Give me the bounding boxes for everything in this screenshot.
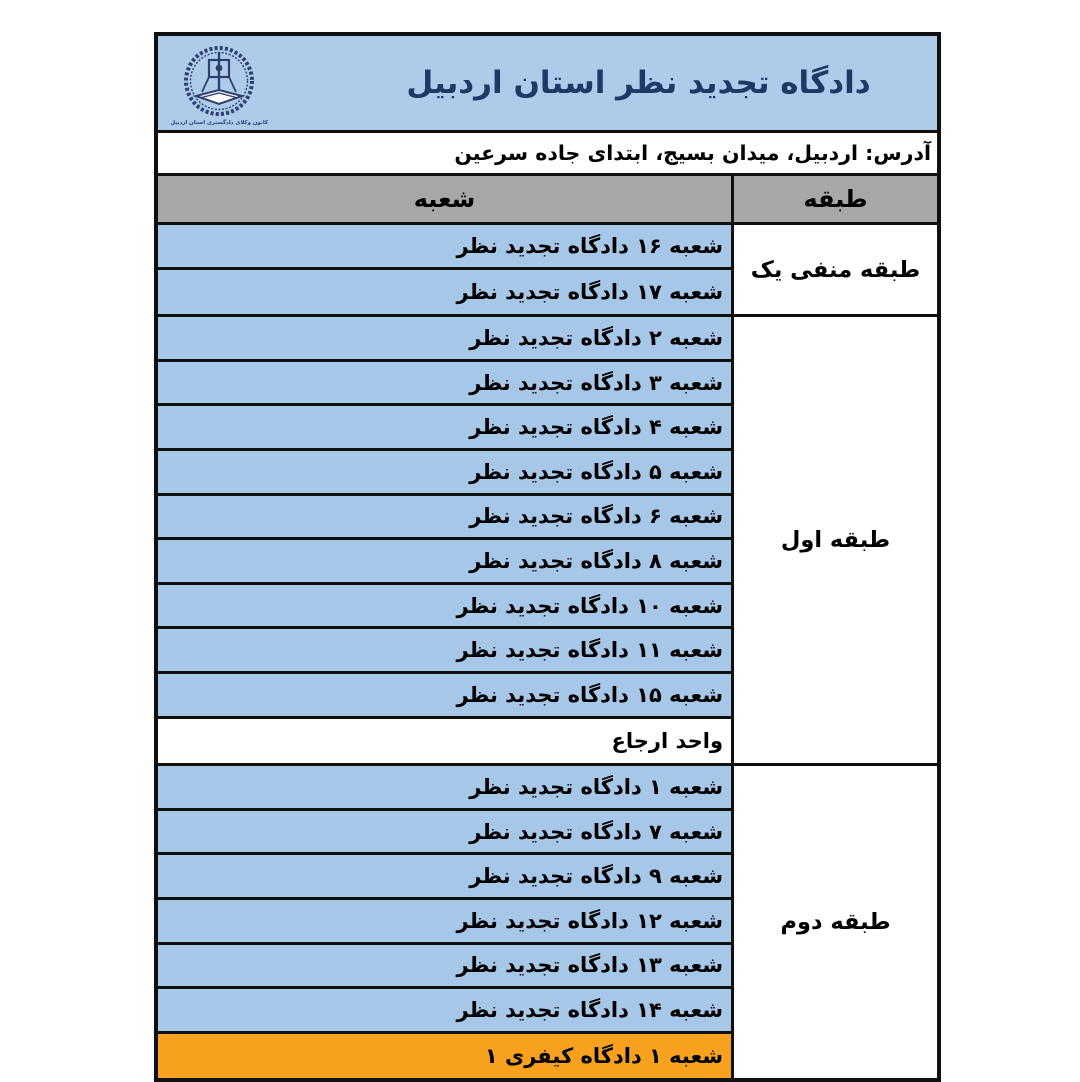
branch-list	[158, 225, 731, 314]
table-row: شعبه ۲ دادگاه تجدید نظر	[158, 317, 731, 362]
address-text: آدرس: اردبیل، میدان بسیج، ابتدای جاده سرعین	[454, 141, 931, 165]
table-row: شعبه ۱۰ دادگاه تجدید نظر	[158, 585, 731, 630]
table-row: شعبه ۸ دادگاه تجدید نظر	[158, 540, 731, 585]
floor-group-minus-one	[158, 225, 937, 317]
table-row: شعبه ۱۶ دادگاه تجدید نظر	[158, 225, 731, 270]
table-row: شعبه ۱۷ دادگاه تجدید نظر	[158, 270, 731, 315]
table-row: شعبه ۱۴ دادگاه تجدید نظر	[158, 989, 731, 1034]
column-header-branch: شعبه	[158, 176, 731, 222]
branch-list	[158, 317, 731, 763]
address-row	[158, 133, 937, 176]
table-row: شعبه ۹ دادگاه تجدید نظر	[158, 855, 731, 900]
table-row: شعبه ۶ دادگاه تجدید نظر	[158, 496, 731, 541]
logo-caption: کانون وکلای دادگستری استان اردبیل	[170, 119, 268, 126]
floor-group-second	[158, 766, 937, 1078]
table-row-referral-unit: واحد ارجاع	[158, 719, 731, 764]
table-row-criminal-court: شعبه ۱ دادگاه کیفری ۱	[158, 1034, 731, 1079]
table-row: شعبه ۵ دادگاه تجدید نظر	[158, 451, 731, 496]
table-row: شعبه ۳ دادگاه تجدید نظر	[158, 362, 731, 407]
table-row: شعبه ۱۳ دادگاه تجدید نظر	[158, 945, 731, 990]
scales-of-justice-emblem-icon	[182, 44, 256, 118]
title-bar	[158, 36, 937, 133]
floor-group-first	[158, 317, 937, 766]
table-row: شعبه ۴ دادگاه تجدید نظر	[158, 406, 731, 451]
floor-label: طبقه اول	[731, 317, 937, 763]
floor-label: طبقه دوم	[731, 766, 937, 1078]
table-row: شعبه ۱۱ دادگاه تجدید نظر	[158, 629, 731, 674]
column-header-floor: طبقه	[731, 176, 937, 222]
floor-label: طبقه منفی یک	[731, 225, 937, 314]
table-row: شعبه ۱ دادگاه تجدید نظر	[158, 766, 731, 811]
court-directory-table	[154, 32, 941, 1082]
table-row: شعبه ۱۵ دادگاه تجدید نظر	[158, 674, 731, 719]
table-row: شعبه ۱۲ دادگاه تجدید نظر	[158, 900, 731, 945]
table-row: شعبه ۷ دادگاه تجدید نظر	[158, 811, 731, 856]
bar-association-logo	[158, 40, 280, 126]
table-header	[158, 176, 937, 225]
page-title: دادگاه تجدید نظر استان اردبیل	[406, 65, 871, 101]
branch-list	[158, 766, 731, 1078]
